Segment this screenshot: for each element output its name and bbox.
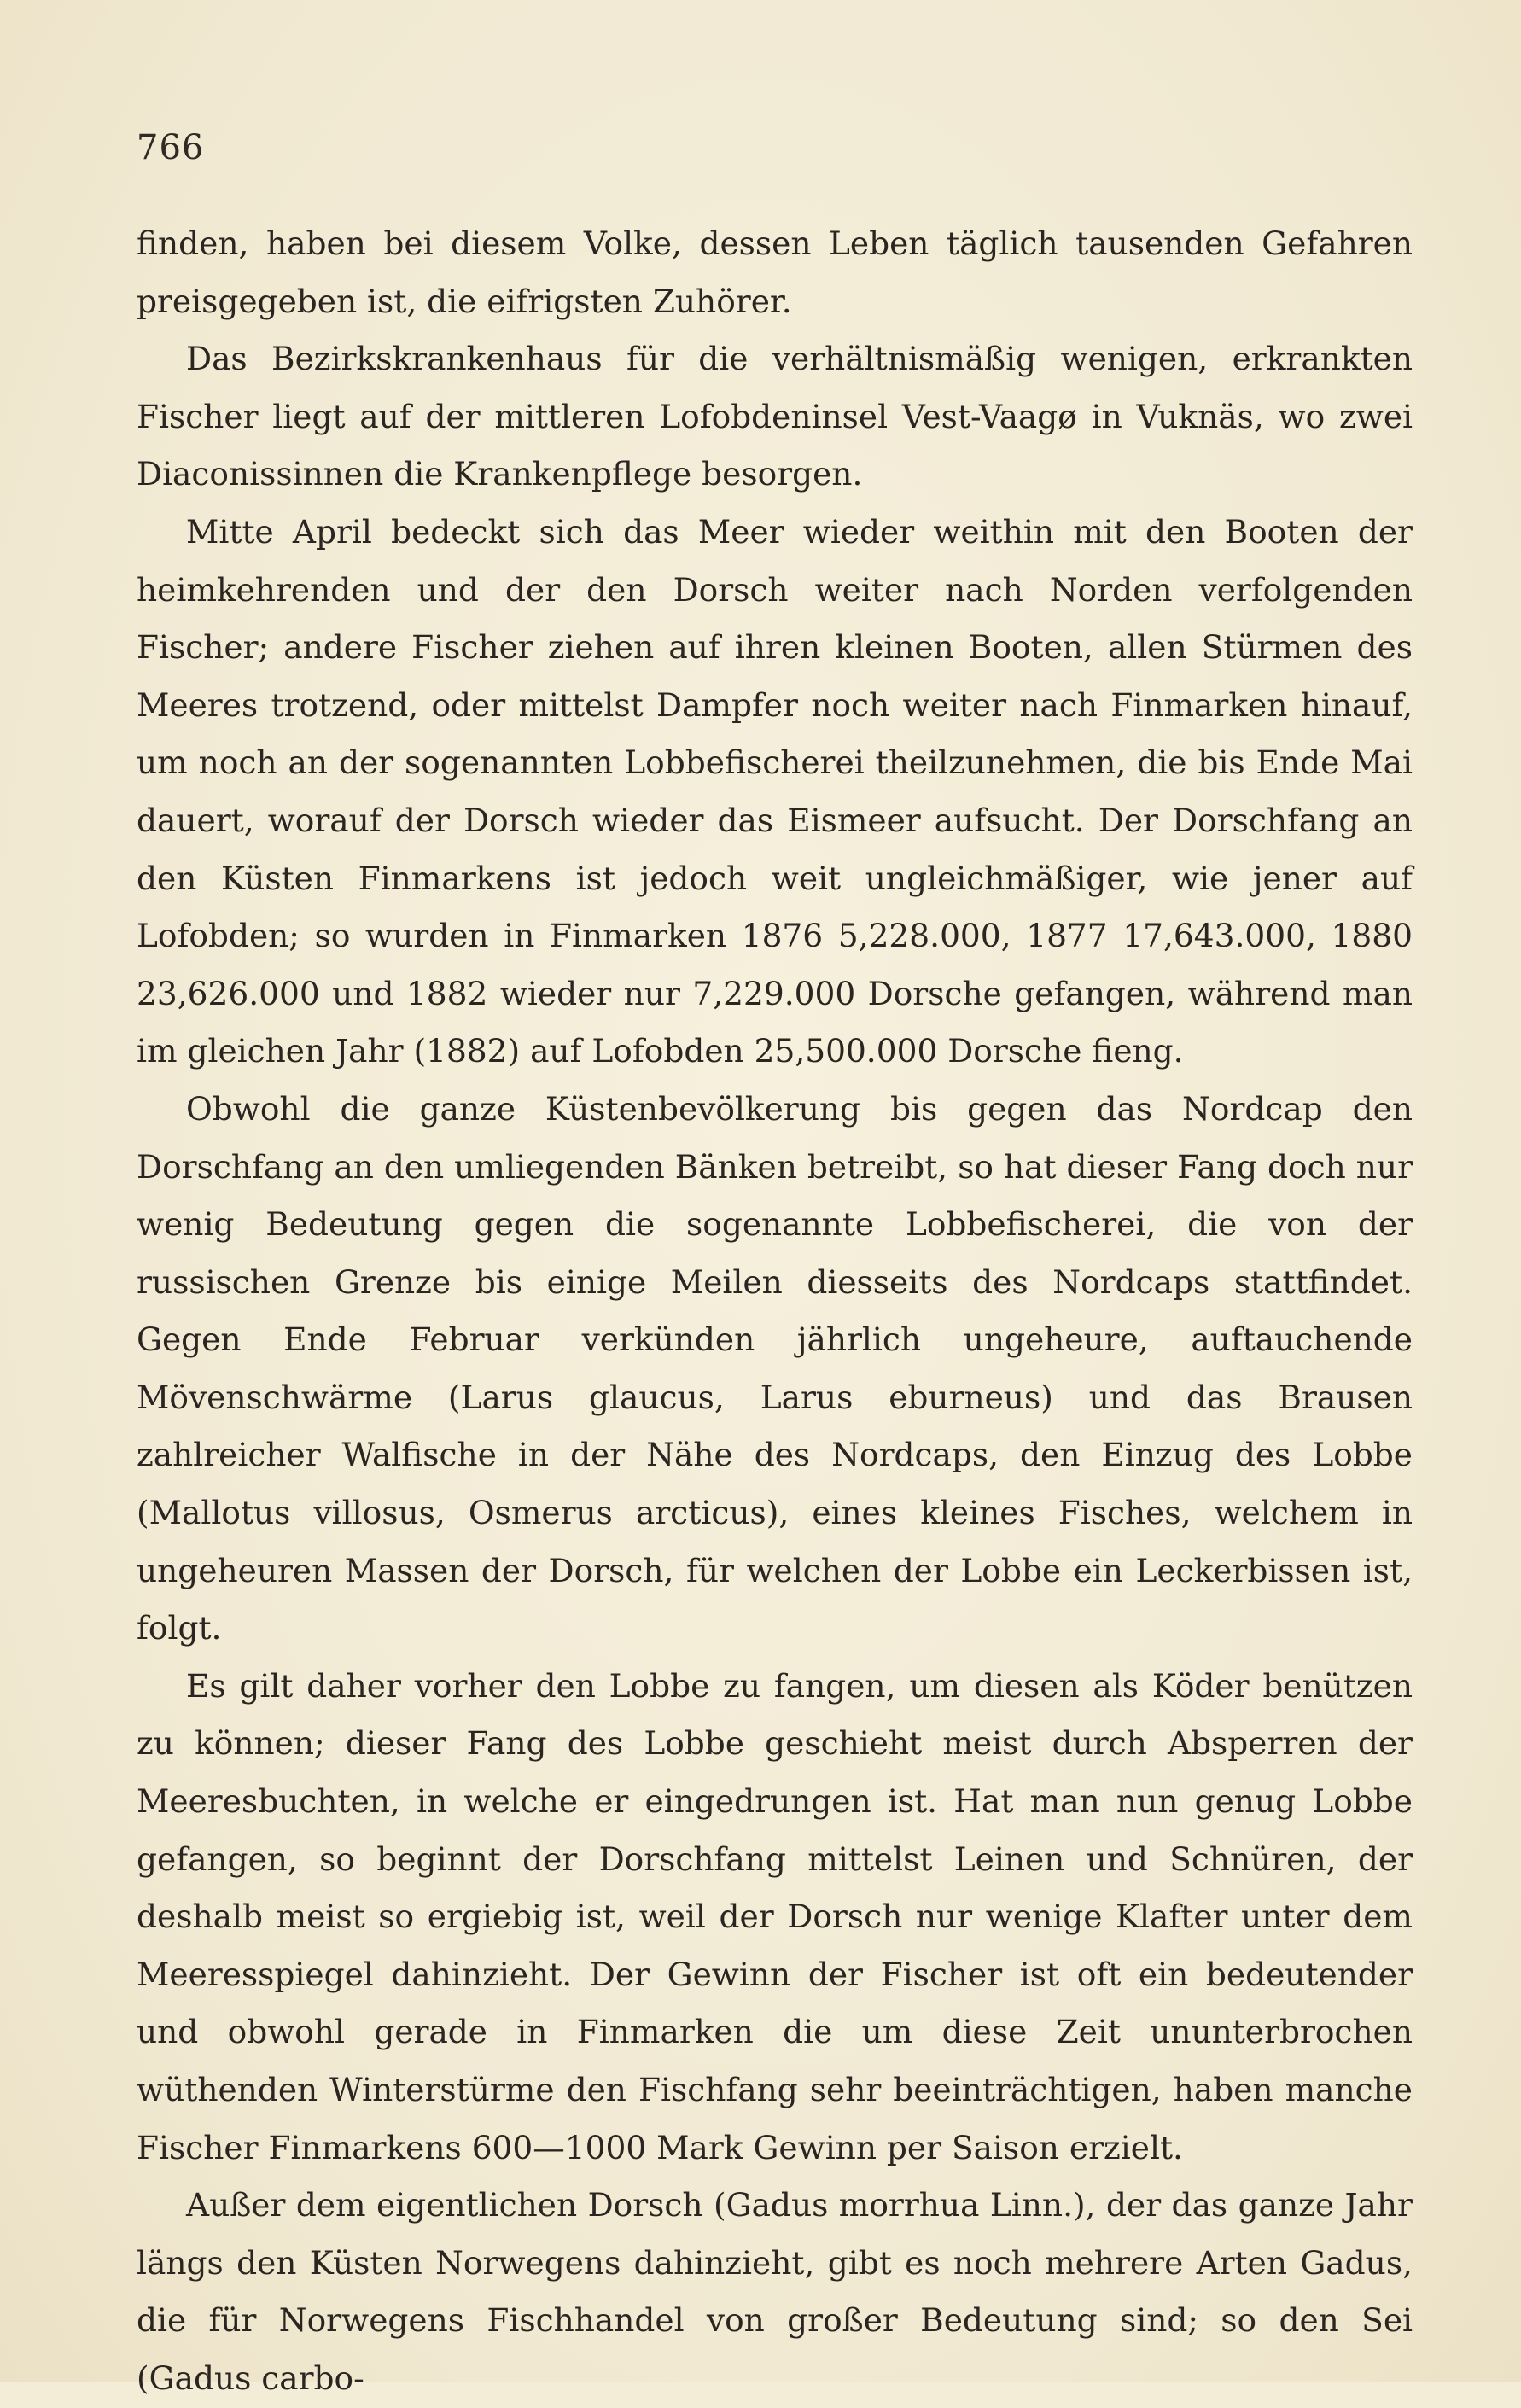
page-number: 766 — [137, 128, 205, 167]
paragraph-3: Mitte April bedeckt sich das Meer wieder weithin mit den Booten der heimkehrenden und der den Dorsch weiter nach Norden verfolgenden Fischer; andere Fischer ziehen auf ihren kleinen Booten, allen Stürmen des Meeres trotzend, oder mittelst Dampfer noch weiter nach Finmarken hinauf, um noch an der sogenannten Lobbefischerei theilzunehmen, die bis Ende Mai dauert, worauf der Dorsch wieder das Eismeer aufsucht. Der Dorschfang an den Küsten Finmarkens ist jedoch weit ungleichmäßiger, wie jener auf Lofobden; so wurden in Finmarken 1876 5,228.000, 1877 17,643.000, 1880 23,626.000 und 1882 wieder nur 7,229.000 Dorsche gefangen, während man im gleichen Jahr (1882) auf Lofobden 25,500.000 Dorsche fieng. — [137, 512, 1413, 1070]
paragraph-5: Es gilt daher vorher den Lobbe zu fangen, um diesen als Köder benützen zu können; dieser Fang des Lobbe geschieht meist durch Absperren der Meeresbuchten, in welche er eingedrungen ist. Hat man nun genug Lobbe gefangen, so beginnt der Dorschfang mittelst Leinen und Schnüren, der deshalb meist so ergiebig ist, weil der Dorsch nur wenige Klafter unter dem Meeresspiegel dahinzieht. Der Gewinn der Fischer ist oft ein bedeutender und obwohl gerade in Finmarken die um diese Zeit ununterbrochen wüthenden Winterstürme den Fischfang sehr beeinträchtigen, haben manche Fischer Finmarkens 600—1000 Mark Gewinn per Saison erzielt. — [137, 1666, 1413, 2166]
paragraph-2: Das Bezirkskrankenhaus für die verhältnismäßig wenigen, erkrankten Fischer liegt auf der mittleren Lofobdeninsel Vest-Vaagø in Vuknäs, wo zwei Diaconissinnen die Krankenpflege besorgen. — [137, 340, 1413, 493]
paragraph-1: finden, haben bei diesem Volke, dessen Leben täglich tausenden Gefahren preisgegeben ist, die eifrigsten Zuhörer. — [137, 224, 1413, 320]
body-text — [137, 215, 1413, 2408]
paragraph-6: Außer dem eigentlichen Dorsch (Gadus morrhua Linn.), der das ganze Jahr längs den Küsten Norwegens dahinzieht, gibt es noch mehrere Arten Gadus, die für Norwegens Fischhandel von großer Bedeutung sind; so den Sei (Gadus carbo- — [137, 2186, 1413, 2397]
paragraph-4: Obwohl die ganze Küstenbevölkerung bis gegen das Nordcap den Dorschfang an den umliegenden Bänken betreibt, so hat dieser Fang doch nur wenig Bedeutung gegen die sogenannte Lobbefischerei, die von der russischen Grenze bis einige Meilen diesseits des Nordcaps stattfindet. Gegen Ende Februar verkünden jährlich ungeheure, auftauchende Mövenschwärme (Larus glaucus, Larus eburneus) und das Brausen zahlreicher Walfische in der Nähe des Nordcaps, den Einzug des Lobbe (Mallotus villosus, Osmerus arcticus), eines kleines Fisches, welchem in ungeheuren Massen der Dorsch, für welchen der Lobbe ein Leckerbissen ist, folgt. — [137, 1089, 1413, 1647]
